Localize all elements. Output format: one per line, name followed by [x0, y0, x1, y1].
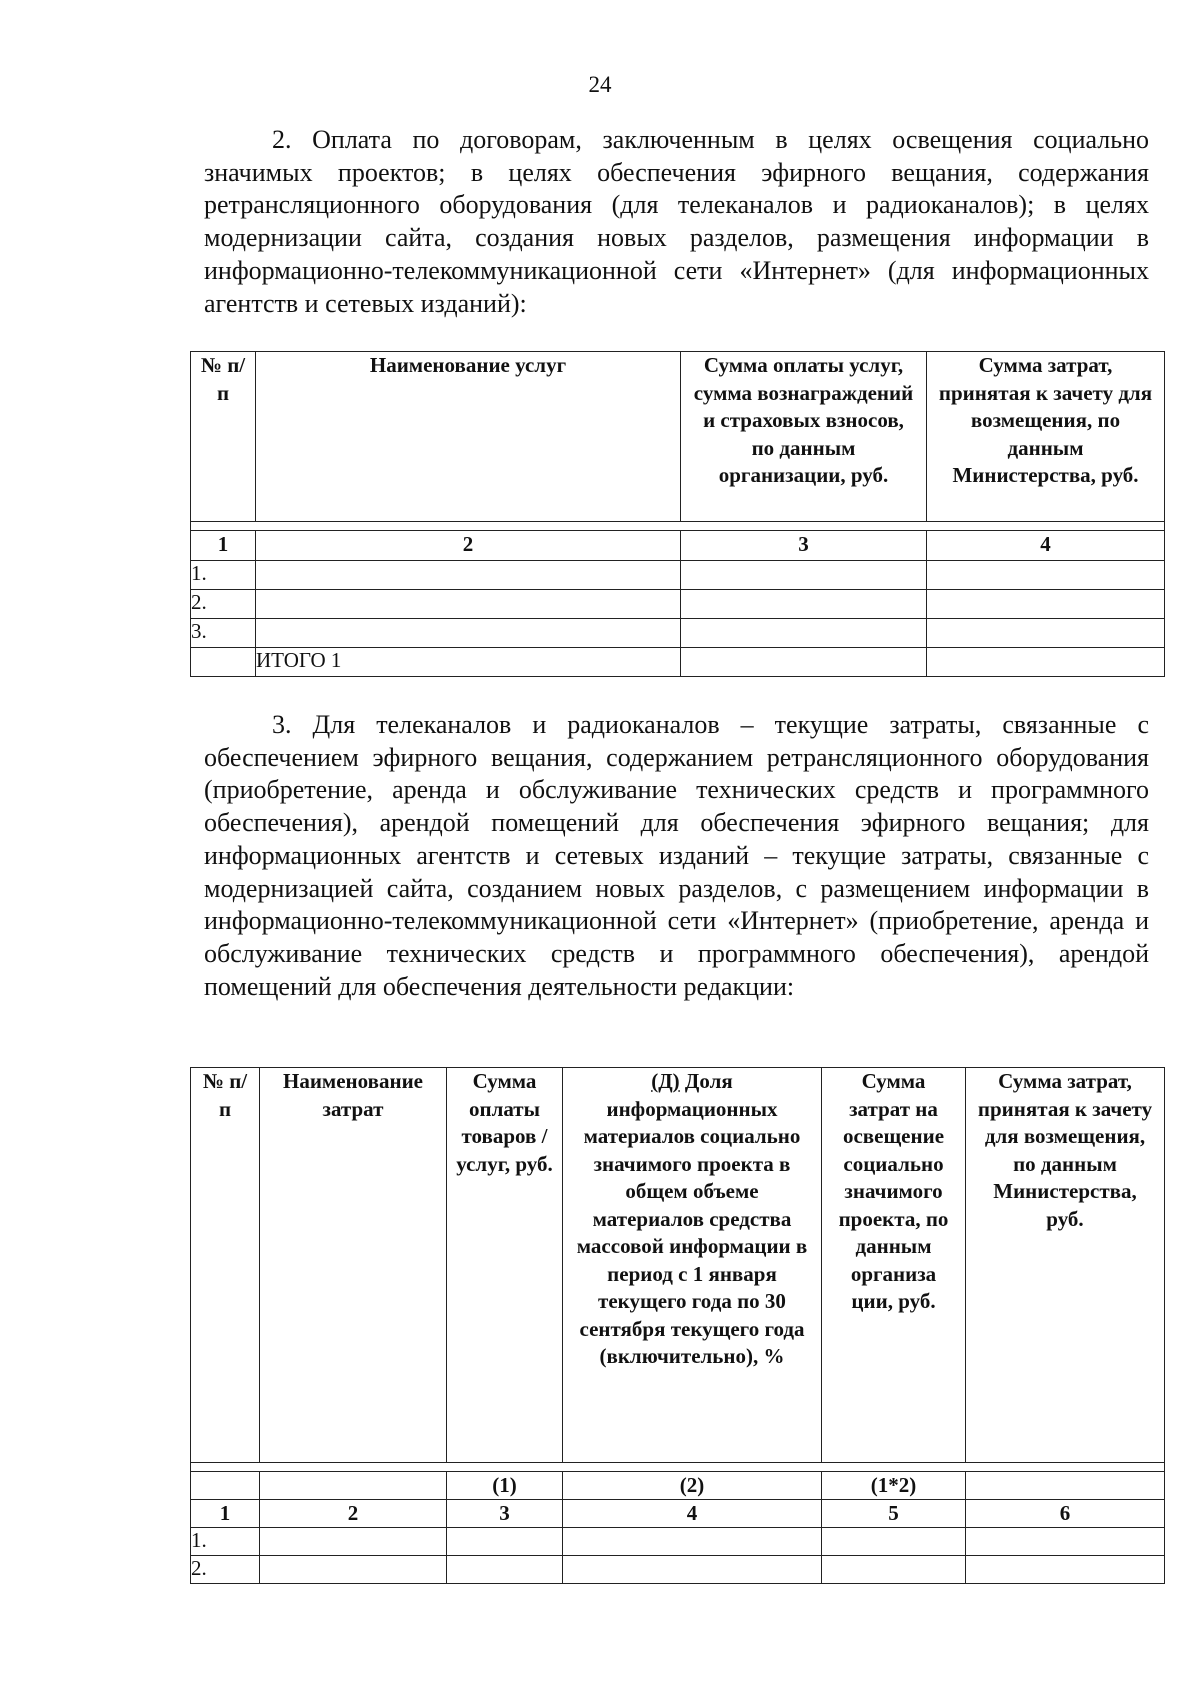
column-number-row — [191, 1500, 1165, 1528]
sum-ministry-cell — [927, 648, 1165, 677]
header-cost-name: Наименование затрат — [260, 1068, 447, 1463]
share-text: Доля информационных материалов социально значимого проекта в общем объеме материалов средства массовой информации в период с 1 января текущего года по 30 сентября текущего года (включительно), % — [576, 1069, 808, 1368]
sum-org-cell — [681, 619, 927, 648]
header-sum-goods: Сумма оплаты товаров /услуг, руб. — [447, 1068, 563, 1463]
column-number-row — [191, 531, 1165, 561]
sum-org-cell — [681, 648, 927, 677]
share-cell — [563, 1528, 822, 1556]
formula-cell — [191, 1472, 260, 1500]
sum-project-cell — [822, 1556, 966, 1584]
header-share — [563, 1068, 822, 1463]
table-row — [191, 590, 1165, 619]
column-number: 3 — [681, 531, 927, 561]
formula-cell — [260, 1472, 447, 1500]
table-row — [191, 1556, 1165, 1584]
share-marker: (Д) — [651, 1069, 680, 1093]
row-number: 3. — [191, 619, 256, 648]
column-number: 3 — [447, 1500, 563, 1528]
service-name-cell — [256, 619, 681, 648]
total-row — [191, 648, 1165, 677]
column-number: 2 — [256, 531, 681, 561]
sum-goods-cell — [447, 1556, 563, 1584]
column-number: 2 — [260, 1500, 447, 1528]
table-row — [191, 561, 1165, 590]
services-table — [190, 351, 1165, 677]
table-row — [191, 1528, 1165, 1556]
cost-name-cell — [260, 1556, 447, 1584]
row-number: 2. — [191, 590, 256, 619]
formula-cell: (2) — [563, 1472, 822, 1500]
column-number: 4 — [927, 531, 1165, 561]
formula-cell: (1*2) — [822, 1472, 966, 1500]
header-service-name: Наименование услуг — [256, 352, 681, 522]
row-number — [191, 648, 256, 677]
service-name-cell — [256, 590, 681, 619]
sum-ministry-cell — [927, 619, 1165, 648]
table-header-row — [191, 352, 1165, 522]
table-gap — [191, 1463, 1165, 1472]
header-sum-project: Сумма затрат на освещение социально значимого проекта, по данным организа ции, руб. — [822, 1068, 966, 1463]
page-number: 24 — [588, 72, 612, 97]
formula-cell — [966, 1472, 1165, 1500]
cost-name-cell — [260, 1528, 447, 1556]
costs-table — [190, 1067, 1165, 1584]
formula-row — [191, 1472, 1165, 1500]
sum-goods-cell — [447, 1528, 563, 1556]
share-cell — [563, 1556, 822, 1584]
service-name-cell — [256, 561, 681, 590]
column-number: 6 — [966, 1500, 1165, 1528]
column-number: 4 — [563, 1500, 822, 1528]
table-gap — [191, 522, 1165, 531]
section-3-paragraph: 3. Для телеканалов и радиоканалов – текущие затраты, связанные с обеспечением эфирного вещания, содержанием ретрансляционного оборудования (приобретение, аренда и обслуживание технических средств и программного обеспечения), арендой помещений для обеспечения эфирного вещания; для информационных агентств и сетевых изданий – текущие затраты, связанные с модернизацией сайта, созданием новых разделов, с размещением информации в информационно-телекоммуникационной сети «Интернет» (приобретение, аренда и обслуживание технических средств и программного обеспечения), арендой помещений для обеспечения деятельности редакции: — [204, 710, 1149, 1001]
formula-cell: (1) — [447, 1472, 563, 1500]
sum-ministry-cell — [966, 1556, 1165, 1584]
sum-org-cell — [681, 561, 927, 590]
header-no: № п/п — [191, 352, 256, 522]
sum-ministry-cell — [927, 590, 1165, 619]
sum-org-cell — [681, 590, 927, 619]
column-number: 1 — [191, 1500, 260, 1528]
sum-ministry-cell — [966, 1528, 1165, 1556]
table-row — [191, 619, 1165, 648]
header-sum-ministry: Сумма затрат, принятая к зачету для возмещения, по данным Министерства, руб. — [966, 1068, 1165, 1463]
sum-project-cell — [822, 1528, 966, 1556]
sum-ministry-cell — [927, 561, 1165, 590]
header-sum-ministry: Сумма затрат, принятая к зачету для возмещения, по данным Министерства, руб. — [927, 352, 1165, 522]
row-number: 2. — [191, 1556, 260, 1584]
total-label: ИТОГО 1 — [256, 648, 681, 677]
section-2-paragraph: 2. Оплата по договорам, заключенным в целях освещения социально значимых проектов; в целях обеспечения эфирного вещания, содержания ретрансляционного оборудования (для телеканалов и радиоканалов); в целях модернизации сайта, создания новых разделов, размещения информации в информационно-телекоммуникационной сети «Интернет» (для информационных агентств и сетевых изданий): — [204, 125, 1149, 318]
table-header-row — [191, 1068, 1165, 1463]
column-number: 1 — [191, 531, 256, 561]
row-number: 1. — [191, 1528, 260, 1556]
header-no: № п/п — [191, 1068, 260, 1463]
row-number: 1. — [191, 561, 256, 590]
header-sum-org: Сумма оплаты услуг, сумма вознаграждений и страховых взносов, по данным организации, руб. — [681, 352, 927, 522]
column-number: 5 — [822, 1500, 966, 1528]
